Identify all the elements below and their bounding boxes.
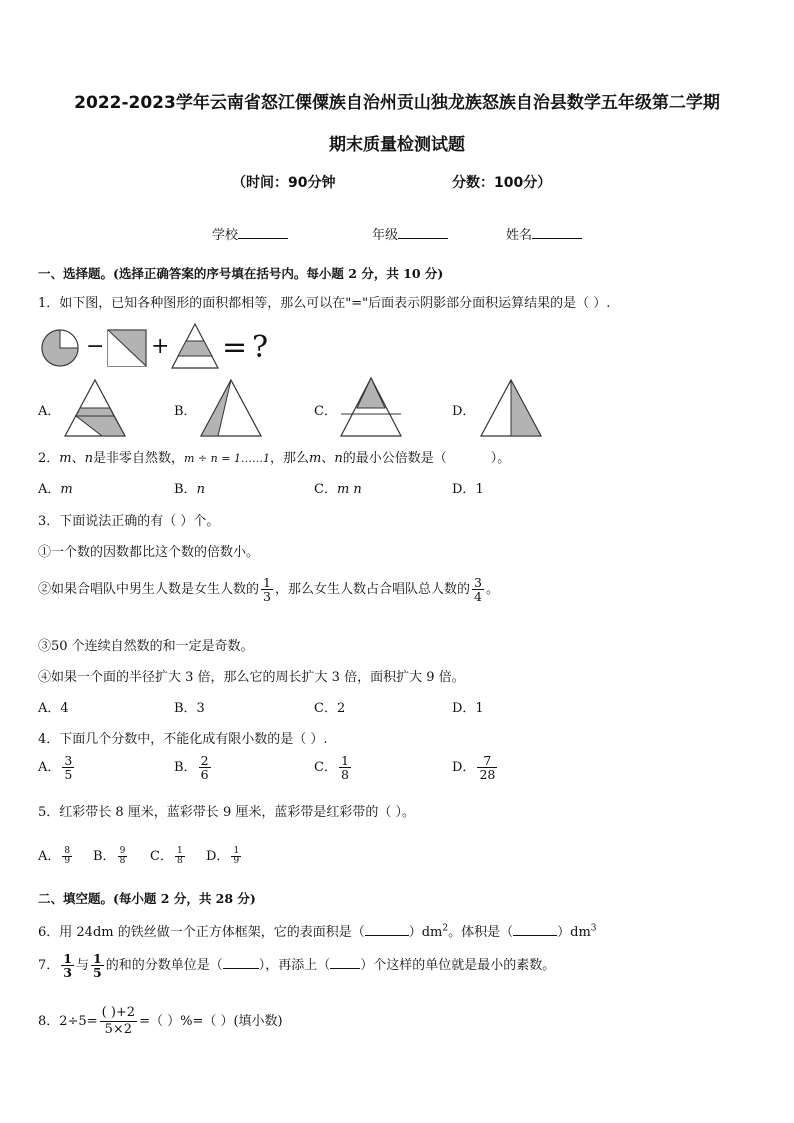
q5-text: 5．红彩带长 8 厘米，蓝彩带长 9 厘米，蓝彩带是红彩带的（ ）。 <box>38 805 415 820</box>
q6-blank-volume[interactable] <box>513 935 557 936</box>
school-blank[interactable] <box>238 238 288 239</box>
q5-option-b[interactable]: B． $\frac{9}{8}$ <box>93 846 126 866</box>
q3-statement-2: ②如果合唱队中男生人数是女生人数的 $\frac{1}{3}$ ，那么女生人数占合唱队总人数的 $\frac{3}{4}$ 。 <box>38 575 499 604</box>
q4-option-d[interactable]: D． $\frac{7}{28}$ <box>452 753 496 782</box>
q3-statement-3: ③50 个连续自然数的和一定是奇数。 <box>38 639 254 654</box>
q1-option-b[interactable]: B． <box>174 404 197 419</box>
q2-option-a[interactable]: A．m <box>38 482 73 497</box>
minus-symbol: − <box>86 334 105 359</box>
name-blank[interactable] <box>532 238 582 239</box>
q6-text: 6．用 24dm 的铁丝做一个正方体框架，它的表面积是（ ）$dm^2$。体积是（ ）$dm^3$ <box>38 923 597 940</box>
q2-option-c[interactable]: C．m n <box>314 482 362 497</box>
plus-symbol: + <box>151 334 170 359</box>
q4-option-b[interactable]: B． $\frac{2}{6}$ <box>174 753 209 782</box>
q6-blank-area[interactable] <box>365 935 409 936</box>
exam-score: 分数：100分） <box>452 175 552 191</box>
q1-option-b-figure <box>198 378 264 438</box>
q3-option-b[interactable]: B．3 <box>174 701 205 716</box>
q5-option-d[interactable]: D． $\frac{1}{9}$ <box>206 846 240 866</box>
school-field[interactable] <box>212 224 288 243</box>
q1-text: 1．如下图，已知各种图形的面积都相等，那么可以在"="后面表示阴影部分面积运算结果的是（ ）. <box>38 296 611 311</box>
page-title: 2022-2023学年云南省怒江傈僳族自治州贡山独龙族怒族自治县数学五年级第二学期 <box>74 93 720 113</box>
q2-option-b[interactable]: B．n <box>174 482 205 497</box>
school-label: 学校 <box>212 228 239 243</box>
section2-header: 二、填空题。(每小题 2 分，共 28 分) <box>38 891 256 906</box>
q3-option-a[interactable]: A．4 <box>38 701 69 716</box>
question-symbol: ? <box>252 330 269 365</box>
grade-field[interactable] <box>372 224 448 243</box>
square-figure <box>108 330 146 366</box>
q4-option-c[interactable]: C． $\frac{1}{8}$ <box>314 753 349 782</box>
q1-option-d[interactable]: D． <box>452 404 476 419</box>
section1-header: 一、选择题。(选择正确答案的序号填在括号内。每小题 2 分，共 10 分) <box>38 266 444 281</box>
q1-option-c[interactable]: C． <box>314 404 337 419</box>
q4-option-a[interactable]: A． $\frac{3}{5}$ <box>38 753 73 782</box>
q3-statement-1: ①一个数的因数都比这个数的倍数小。 <box>38 545 260 560</box>
triangle-figure <box>172 324 218 368</box>
name-label: 姓名 <box>506 228 533 243</box>
q3-option-d[interactable]: D．1 <box>452 701 484 716</box>
q3-text: 3．下面说法正确的有（ ）个。 <box>38 514 220 529</box>
q7-blank-unit[interactable] <box>223 968 259 969</box>
grade-blank[interactable] <box>398 238 448 239</box>
q7-blank-count[interactable] <box>330 968 360 969</box>
q5-option-a[interactable]: A． $\frac{8}{9}$ <box>38 846 71 866</box>
q2-option-d[interactable]: D．1 <box>452 482 484 497</box>
q7-text: 7． $\frac{1}{3}$ 与 $\frac{1}{5}$ 的和的分数单位是（ ），再添上（ ）个这样的单位就是最小的素数。 <box>38 951 556 980</box>
page-title-line2: 期末质量检测试题 <box>329 135 465 155</box>
q2-text: 2．m、n是非零自然数，m ÷ n = 1……1，那么m、n的最小公倍数是（ ）。 <box>38 451 511 466</box>
q1-option-a[interactable]: A． <box>38 404 61 419</box>
exam-time: （时间：90分钟 <box>232 175 336 191</box>
circle-figure <box>42 330 78 366</box>
q3-statement-4: ④如果一个面的半径扩大 3 倍，那么它的周长扩大 3 倍，面积扩大 9 倍。 <box>38 670 465 685</box>
q5-option-c[interactable]: C． $\frac{1}{8}$ <box>150 846 183 866</box>
grade-label: 年级 <box>372 228 399 243</box>
q8-text: 8．2÷5= $\frac{( )+2}{5\times 2}$ =（ ）%=（ ）(填小数) <box>38 1005 283 1037</box>
q4-text: 4．下面几个分数中，不能化成有限小数的是（ ）. <box>38 732 328 747</box>
q3-option-c[interactable]: C．2 <box>314 701 346 716</box>
q1-option-d-figure <box>478 378 544 438</box>
q1-option-a-figure <box>62 378 128 438</box>
equals-symbol: = <box>222 330 248 365</box>
name-field[interactable] <box>506 224 582 243</box>
q1-option-c-figure <box>338 376 404 438</box>
